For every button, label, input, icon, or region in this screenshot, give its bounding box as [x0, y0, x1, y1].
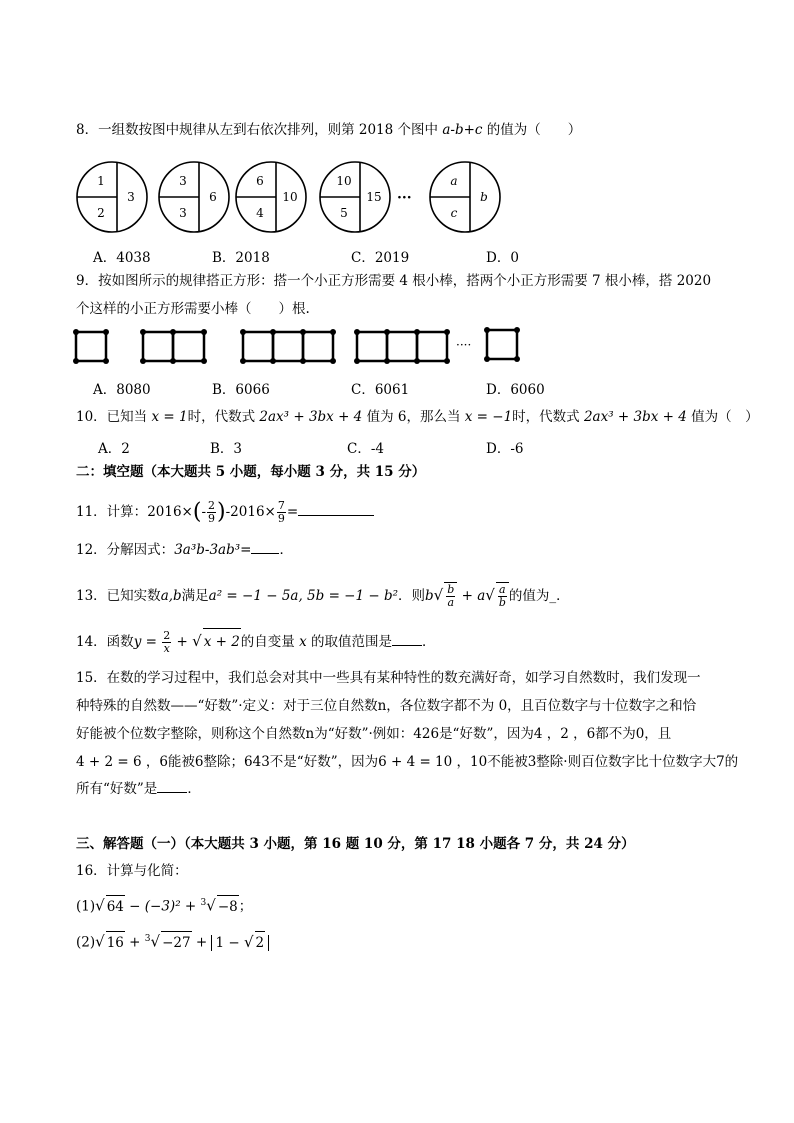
q8-circle-value-c: 4 — [256, 206, 264, 220]
q8-circle-value-b: 10 — [282, 190, 298, 204]
q16-stem: 16．计算与化简： — [76, 863, 188, 879]
q9-dots: ···· — [456, 338, 472, 352]
q8-circle-value-b: 15 — [366, 190, 382, 204]
q15-line1: 15．在数的学习过程中，我们总会对其中一些具有某种特性的数充满好奇，如学习自然数时，我们发现一 — [76, 670, 701, 686]
q8-dots: ··· — [397, 190, 412, 206]
q13-stem: 13．已知实数a,b满足a² = −1 − 5a, 5b = −1 − b²．则b√ $\frac{b}{a}$ + a√ $\frac{a}{b}$ 的值为_． — [76, 583, 570, 609]
q8-circle-value-b: 3 — [127, 190, 135, 204]
q8-stem: 8．一组数按图中规律从左到右依次排列，则第 2018 个图中 a-b+c 的值为（ ） — [76, 122, 582, 138]
q8-circle-value-b: b — [480, 190, 488, 204]
section-3-heading: 三、解答题（一）（本大题共 3 小题，第 16 题 10 分，第 17 18 小题各 7 分，共 24 分） — [76, 836, 635, 852]
q8-option-b[interactable]: B．2018 — [212, 250, 270, 266]
q8-circle-value-c: c — [450, 206, 458, 220]
q8-circle-value-a: 3 — [179, 174, 187, 188]
q15-line3: 好能被个位数字整除，则称这个自然数n为“好数”·例如：426是“好数”，因为4 ，2 ，6都不为0，且 — [76, 726, 672, 742]
q16-part1: (1)√ 64 − (−3)² + $^3$√ −8； — [76, 892, 252, 918]
q9-option-a[interactable]: A．8080 — [93, 382, 151, 398]
q8-circle-4 — [320, 162, 390, 232]
q8-circle-5 — [430, 162, 500, 232]
q8-circle-1 — [77, 162, 147, 232]
q15-line5: 所有“好数”是 ． — [76, 781, 201, 797]
q8-circle-value-a: a — [450, 174, 458, 188]
q14-fraction: $\frac{2}{x}$ — [163, 629, 171, 655]
q14-stem: 14．函数y = $\frac{2}{x}$ + √ x + 2的自变量 x 的取值范围是 ． — [76, 629, 436, 655]
q15-line2: 种特殊的自然数——“好数”·定义：对于三位自然数n，各位数字都不为 0，且百位数字与十位数字之和恰 — [76, 698, 697, 714]
q9-option-c[interactable]: C．6061 — [351, 382, 410, 398]
q14-answer-blank[interactable] — [392, 633, 422, 646]
q16-absolute-value: 1 − √ 2 — [211, 935, 269, 951]
q9-stem-line2: 个这样的小正方形需要小棒（ ）根. — [76, 301, 310, 317]
q15-line4: 4 + 2 = 6 ，6能被6整除；643不是“好数”，因为6 + 4 = 10 ，10不能被3整除·则百位数字比十位数字大7的 — [76, 754, 739, 770]
q10-stem: 10．已知当 x = 1时，代数式 2ax³ + 3bx + 4 值为 6，那么当 x = −1时，代数式 2ax³ + 3bx + 4 值为（ ） — [76, 409, 759, 425]
q8-circle-3 — [236, 162, 306, 232]
q8-circle-value-a: 6 — [256, 174, 264, 188]
q9-option-b[interactable]: B．6066 — [212, 382, 270, 398]
q8-circle-value-c: 2 — [97, 206, 105, 220]
q8-option-c[interactable]: C．2019 — [351, 250, 410, 266]
q11-fraction-1: $\frac{2}{9}$ — [208, 499, 216, 525]
q9-stem-line1: 9．按如图所示的规律搭正方形：搭一个小正方形需要 4 根小棒，搭两个小正方形需要 7 根小棒，搭 2020 — [76, 273, 712, 289]
q8-circle-2 — [159, 162, 229, 232]
q8-circle-value-a: 10 — [336, 174, 352, 188]
q10-option-d[interactable]: D．-6 — [486, 441, 524, 457]
q12-answer-blank[interactable] — [251, 541, 279, 554]
q8-circle-value-b: 6 — [209, 190, 217, 204]
q11-fraction-2: $\frac{7}{9}$ — [277, 499, 285, 525]
q8-circle-value-a: 1 — [97, 174, 105, 188]
q11-answer-blank[interactable] — [298, 503, 374, 516]
q12-stem: 12．分解因式：3a³b-3ab³= ． — [76, 542, 293, 558]
section-2-heading: 二：填空题（本大题共 5 小题，每小题 3 分，共 15 分） — [76, 464, 426, 480]
q11-stem: 11．计算：2016×(- $\frac{2}{9}$ )-2016× $\frac{7}{9}$ = — [76, 500, 374, 525]
q10-option-a[interactable]: A．2 — [98, 441, 130, 457]
q9-option-d[interactable]: D．6060 — [486, 382, 545, 398]
q8-option-a[interactable]: A．4038 — [93, 250, 151, 266]
q8-circle-value-c: 5 — [340, 206, 348, 220]
q10-option-c[interactable]: C．-4 — [347, 441, 384, 457]
q9-square-figures — [0, 325, 794, 369]
q15-answer-blank[interactable] — [157, 780, 187, 793]
q8-circle-value-c: 3 — [179, 206, 187, 220]
q10-option-b[interactable]: B．3 — [210, 441, 243, 457]
q16-part2: (2)√ 16 + $^3$√ −27 + 1 − √ 2 — [76, 928, 269, 954]
q8-option-d[interactable]: D．0 — [486, 250, 519, 266]
q8-circle-figures — [0, 158, 794, 238]
